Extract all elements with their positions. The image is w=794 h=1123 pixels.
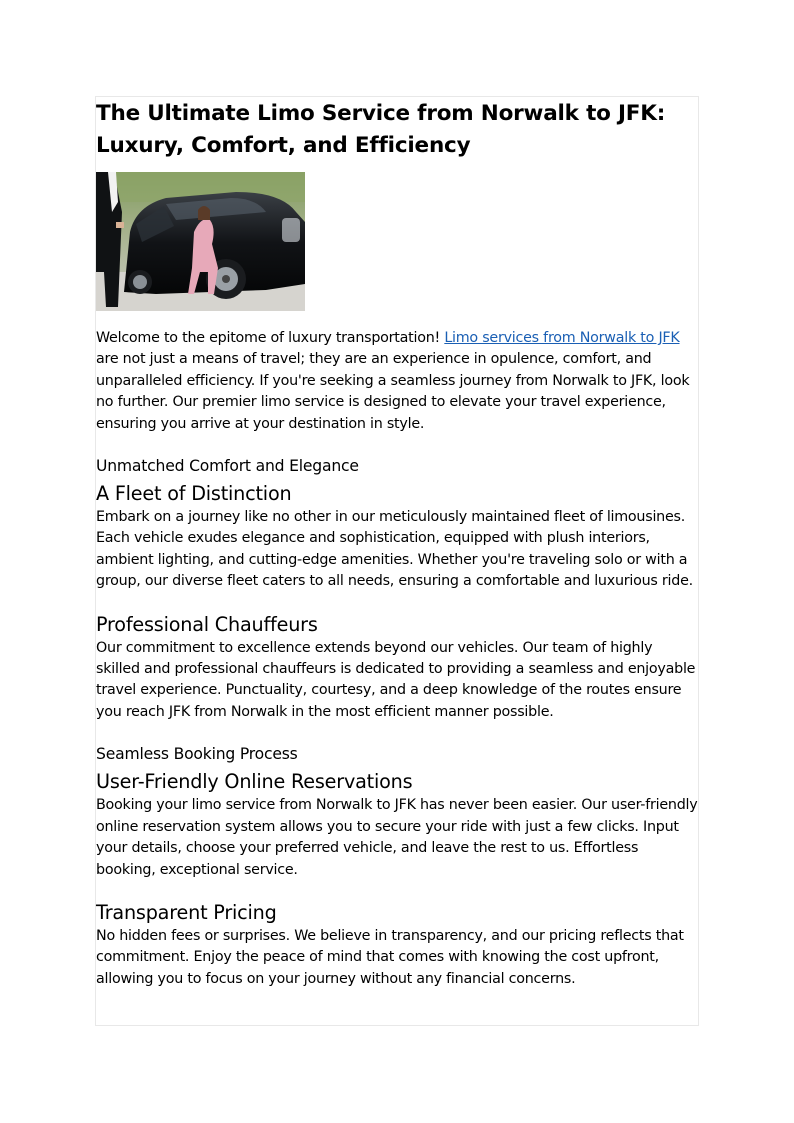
subheading-online-reservations: User-Friendly Online Reservations [96,770,413,794]
paragraph-fleet: Embark on a journey like no other in our meticulously maintained fleet of limousines. Each vehicle exudes elegance and sophistication, equipped with plush interiors, ambient lighting, and cutting-edge amenities. Whether you're traveling solo or with a group, our diverse fleet caters to all needs, ensuring a comfortable and luxurious ride. [96,509,693,590]
subheading-pricing: Transparent Pricing [96,900,277,924]
subheading-fleet: A Fleet of Distinction [96,482,292,506]
subheading-chauffeurs: Professional Chauffeurs [96,612,318,636]
section-heading-comfort: Unmatched Comfort and Elegance [96,457,359,476]
section-heading-booking: Seamless Booking Process [96,745,298,764]
paragraph-online-reservations: Booking your limo service from Norwalk to JFK has never been easier. Our user-friendly online reservation system allows you to secure your ride with just a few clicks. Input your details, choose your preferred vehicle, and leave the rest to us. Effortless booking, exceptional service. [96,797,698,878]
intro-rest: are not just a means of travel; they are an experience in opulence, comfort, and unparalleled efficiency. If you're seeking a seamless journey from Norwalk to JFK, look no further. Our premier limo service is designed to elevate your travel experience, ensuring you arrive at your destination in style. [96,351,690,432]
hero-image [96,172,305,311]
paragraph-pricing: No hidden fees or surprises. We believe in transparency, and our pricing reflects that commitment. Enjoy the peace of mind that comes with knowing the cost upfront, allowing you to focus on your journey without any financial concerns. [96,927,684,987]
page-title: The Ultimate Limo Service from Norwalk to JFK: Luxury, Comfort, and Efficiency [96,101,666,158]
article [96,98,698,990]
intro-lead: Welcome to the epitome of luxury transportation! [96,330,445,346]
intro-paragraph [96,328,698,435]
limo-services-link[interactable]: Limo services from Norwalk to JFK [444,330,680,346]
paragraph-chauffeurs: Our commitment to excellence extends beyond our vehicles. Our team of highly skilled and professional chauffeurs is dedicated to providing a seamless and enjoyable travel experience. Punctuality, courtesy, and a deep knowledge of the routes ensure you reach JFK from Norwalk in the most efficient manner possible. [96,639,696,720]
